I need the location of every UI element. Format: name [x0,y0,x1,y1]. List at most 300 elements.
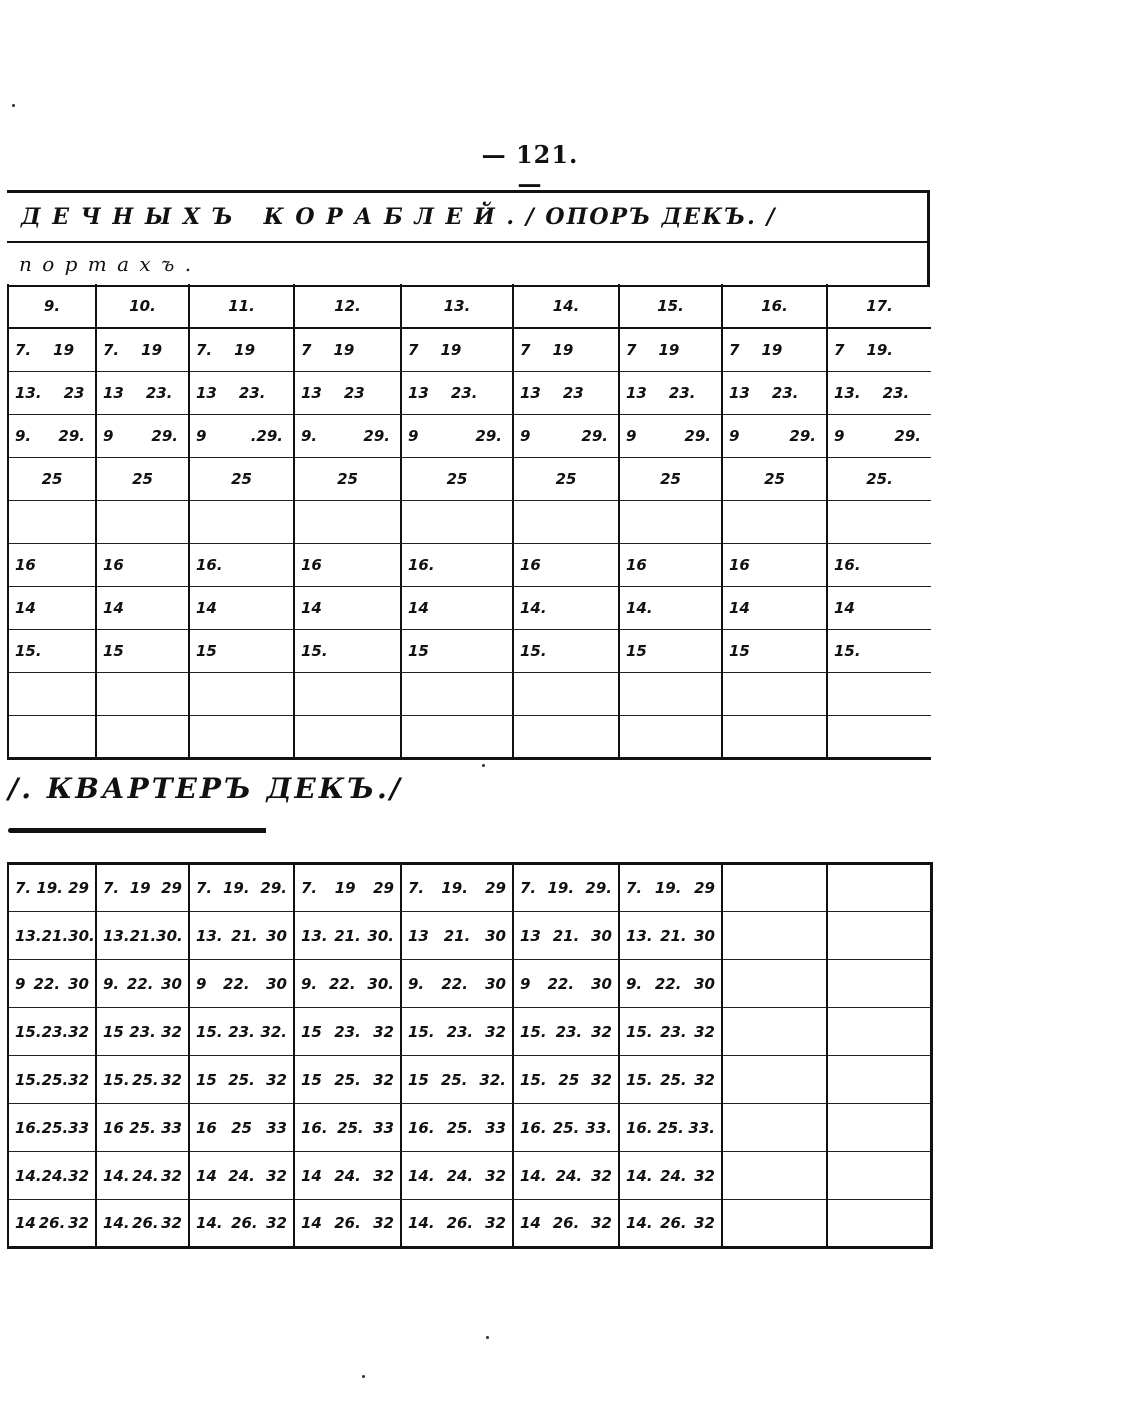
table-cell [96,500,189,543]
cell-value: 9. [301,974,318,993]
cell-values [196,927,287,945]
table-cell: 16 [96,543,189,586]
cell-value: 9 [103,426,114,445]
table-row [8,1200,931,1248]
table-cell: 15 [722,629,827,672]
cell-value: 14. [626,1214,653,1232]
cell-values [729,341,820,359]
cell-values [103,1119,182,1137]
column-header: 10. [96,284,189,328]
table-row [8,457,931,500]
cell-value: 13 [301,383,322,402]
cell-value: 21. [552,926,580,945]
cell-values [626,975,715,993]
cell-values [15,975,89,993]
cell-value: 32 [161,1166,182,1185]
cell-value: 19 [552,340,574,359]
cell-value: 19 [658,340,680,359]
cell-value: 25. [660,1070,687,1089]
table-row [8,414,931,457]
cell-values [408,427,506,445]
table-cell: 14 [294,586,401,629]
cell-value: 26. [231,1214,258,1232]
table-row [8,960,931,1008]
table-cell: 15 [401,629,513,672]
cell-value: 25 [231,1118,252,1137]
table-cell [96,960,189,1008]
cell-value: 30. [367,974,394,993]
cell-value: 9 [520,426,531,445]
table-cell [722,500,827,543]
column-header: 17. [827,284,931,328]
cell-value: 13 [520,383,541,402]
table-cell [294,328,401,371]
table-cell [722,1008,827,1056]
cell-value: 15. [196,1022,223,1041]
cell-values [626,384,715,402]
cell-value: 32 [373,1166,394,1185]
column-header: 13. [401,284,513,328]
cell-value: 33 [68,1118,90,1137]
table-cell [8,500,96,543]
table-cell [96,912,189,960]
cell-value: 25. [228,1070,255,1089]
table-cell: 14 [401,586,513,629]
cell-values [301,384,394,402]
cell-value: 19. [547,879,575,897]
table1-subtitle-text: п о р т а х ъ . [19,252,194,276]
table-cell [619,672,722,715]
cell-value: 9 [196,974,207,993]
table-cell: 25 [189,457,294,500]
cell-value: 13 [103,383,124,402]
cell-value: 13 [408,926,429,945]
table-cell: 16 [722,543,827,586]
cell-values [196,879,287,897]
cell-value: 22. [328,974,356,993]
cell-value: 32 [373,1214,394,1232]
table-cell: 16. [401,543,513,586]
table-cell [294,414,401,457]
table-cell [619,328,722,371]
table-cell: 15. [8,629,96,672]
column-header: 12. [294,284,401,328]
cell-value: 29 [373,879,394,897]
cell-value: 21. [41,926,69,945]
table-cell [294,864,401,912]
cell-value: 25. [334,1070,361,1089]
table-cell [189,864,294,912]
cell-value: 14. [408,1214,435,1232]
table-cell [294,1152,401,1200]
cell-value: 13 [626,383,647,402]
table-cell [8,1152,96,1200]
table-cell: 14 [189,586,294,629]
cell-values [301,879,394,897]
cell-value: 32 [485,1166,506,1185]
column-header-row [8,284,931,328]
cell-value: 25. [657,1118,684,1137]
cell-value: 30 [266,926,287,945]
table-cell [619,414,722,457]
table-cell [827,1152,931,1200]
table-cell: 16 [619,543,722,586]
cell-values [520,879,612,897]
cell-value: 14. [15,1166,42,1185]
cell-value: 32 [694,1166,715,1185]
table-cell [189,912,294,960]
table-cell: 15. [294,629,401,672]
table-cell [189,715,294,758]
cell-values [196,427,287,445]
cell-value: 32 [68,1166,90,1185]
cell-value: 13. [301,926,328,945]
table-cell [96,1152,189,1200]
table-cell [96,864,189,912]
table-cell [189,371,294,414]
cell-value: 16. [408,1118,435,1137]
cell-value: 23. [446,1022,474,1041]
cell-value: 32 [591,1070,612,1089]
table-row [8,1152,931,1200]
table-cell: 14 [96,586,189,629]
table-cell [96,1008,189,1056]
cell-value: 32 [485,1022,506,1041]
cell-value: 32 [373,1070,394,1089]
cell-value: 16 [103,1118,124,1137]
cell-value: 25. [129,1118,156,1137]
cell-value: 33 [373,1118,394,1137]
cell-value: 7 [729,340,740,359]
cell-value: 29. [151,426,178,445]
cell-value: 14 [301,1166,322,1185]
cell-value: 24. [132,1166,159,1185]
cell-value: 9 [196,426,207,445]
table-cell [96,371,189,414]
table-cell: 15. [513,629,619,672]
cell-value: 32 [68,1214,89,1232]
cell-value: 22. [547,974,575,993]
table-cell [722,715,827,758]
cell-values [729,384,820,402]
cell-value: 33 [161,1118,182,1137]
table-cell [401,1008,513,1056]
cell-value: .29. [250,426,283,445]
table-cell [513,1200,619,1248]
table-cell [619,1008,722,1056]
table-cell [401,672,513,715]
cell-values [103,1071,182,1089]
cell-values [103,427,182,445]
table-cell: 16 [294,543,401,586]
table-cell [8,371,96,414]
cell-value: 24. [228,1166,255,1185]
cell-value: 33. [688,1118,715,1137]
cell-value: 15. [626,1022,653,1041]
cell-value: 23. [450,383,478,402]
cell-value: 30. [68,926,95,945]
cell-value: 14. [520,1166,547,1185]
cell-value: 13 [520,926,541,945]
cell-value: 13 [729,383,750,402]
table-cell [827,500,931,543]
cell-value: 32 [266,1166,287,1185]
cell-value: 29. [260,879,287,897]
cell-value: 19 [129,879,151,897]
cell-values [626,1023,715,1041]
table-cell [827,672,931,715]
cell-values [520,927,612,945]
table-cell [401,371,513,414]
cell-value: 9. [301,426,318,445]
table-cell [189,328,294,371]
cell-value: 23. [660,1022,687,1041]
cell-values [15,1071,89,1089]
table-cell [96,328,189,371]
table-cell: 15. [827,629,931,672]
cell-value: 16. [15,1118,42,1137]
cell-value: 29 [694,879,715,897]
cell-value: 7 [408,340,419,359]
cell-values [301,341,394,359]
table-cell: 16. [189,543,294,586]
cell-value: 15. [408,1022,435,1041]
table-cell [827,1056,931,1104]
cell-value: 14. [626,1166,653,1185]
page-number: — 121. — [481,140,579,198]
cell-values [301,927,394,945]
table-row [8,629,931,672]
cell-value: 24. [41,1166,69,1185]
cell-value: 9. [15,426,32,445]
cell-values [626,1167,715,1185]
table-cell [827,960,931,1008]
table-cell [294,1104,401,1152]
cell-value: 21. [660,926,687,945]
table-cell [294,500,401,543]
cell-value: 29. [789,426,816,445]
table-cell [401,912,513,960]
cell-values [15,926,95,945]
cell-value: 7. [103,340,120,359]
cell-values [408,975,506,993]
column-header: 16. [722,284,827,328]
cell-value: 23. [771,383,799,402]
cell-value: 19. [654,879,682,897]
table-cell: 14 [827,586,931,629]
table-cell [401,414,513,457]
cell-value: 32 [266,1214,287,1232]
cell-values [520,1119,612,1137]
cell-value: 32 [591,1166,612,1185]
cell-value: 23. [555,1022,583,1041]
table-cell [722,414,827,457]
cell-value: 7 [626,340,637,359]
cell-values [103,384,182,402]
cell-values [626,1119,715,1137]
table-cell [189,414,294,457]
cell-value: 19. [222,879,250,897]
cell-value: 15 [301,1022,322,1041]
quarterdeck-table [7,862,933,1249]
cell-value: 30 [694,926,715,945]
table-cell: 25 [96,457,189,500]
cell-value: 29. [585,879,612,897]
cell-value: 26. [660,1214,687,1232]
cell-values [15,879,89,897]
cell-values [408,384,506,402]
table-cell: 16 [513,543,619,586]
table-cell [401,1152,513,1200]
cell-value: 13 [408,383,429,402]
table-cell [8,1200,96,1248]
cell-value: 23. [41,1022,69,1041]
cell-values [301,975,394,993]
table1-header [7,190,930,287]
cell-value: 21. [443,926,471,945]
cell-value: 29. [363,426,390,445]
cell-value: 14 [520,1214,541,1232]
cell-value: 7. [196,879,213,897]
table-cell [827,328,931,371]
cell-value: 22. [441,974,468,993]
table-cell [189,500,294,543]
table-cell: 14. [513,586,619,629]
table-cell [8,328,96,371]
cell-value: 19 [333,340,355,359]
cell-value: 9 [520,974,531,993]
cell-values [520,1214,612,1232]
cell-value: 33 [266,1118,287,1137]
cell-value: 15 [408,1070,429,1089]
table-cell: 15 [619,629,722,672]
cell-value: 19 [141,340,163,359]
cell-values [626,879,715,897]
table-cell [294,1200,401,1248]
cell-values [408,927,506,945]
cell-value: 23. [129,1022,156,1041]
cell-value: 22. [654,974,682,993]
cell-values [408,1119,506,1137]
cell-values [626,1071,715,1089]
cell-value: 9 [408,426,419,445]
cell-value: 13. [103,926,130,945]
table-cell [513,414,619,457]
cell-value: 24. [660,1166,687,1185]
cell-values [729,427,820,445]
table-cell [189,1152,294,1200]
cell-value: 7. [196,340,213,359]
table-row [8,543,931,586]
table-cell [619,864,722,912]
cell-value: 9 [834,426,845,445]
cell-value: 9 [626,426,637,445]
table-cell [8,715,96,758]
heading-underline [8,828,266,833]
table-cell [189,672,294,715]
cell-values [196,1214,287,1232]
cell-value: 32 [591,1214,612,1232]
column-header: 14. [513,284,619,328]
table-cell [96,715,189,758]
cell-value: 32. [260,1022,287,1041]
table-cell [401,500,513,543]
cell-values [103,927,182,945]
cell-value: 22. [126,974,154,993]
opor-dek-table [7,284,931,760]
table-cell: 25. [827,457,931,500]
cell-values [103,879,182,897]
table-cell [619,912,722,960]
cell-value: 23. [334,1022,361,1041]
table-row [8,1008,931,1056]
cell-values [196,341,287,359]
table-cell [722,864,827,912]
cell-value: 15. [626,1070,653,1089]
cell-value: 16. [626,1118,653,1137]
cell-value: 23 [343,383,365,402]
cell-value: 32 [161,1070,182,1089]
cell-value: 13. [834,383,861,402]
cell-value: 30 [266,974,287,993]
cell-value: 30 [591,974,612,993]
cell-value: 32 [694,1022,715,1041]
cell-value: 32 [161,1214,182,1232]
cell-value: 32 [591,1022,612,1041]
cell-values [301,1119,394,1137]
cell-value: 15 [301,1070,322,1089]
cell-value: 15. [520,1022,547,1041]
cell-value: 32. [479,1070,506,1089]
cell-value: 16 [196,1118,217,1137]
table-cell [513,715,619,758]
cell-value: 23 [63,383,85,402]
table-cell: 15 [96,629,189,672]
cell-values [520,427,612,445]
cell-value: 25. [440,1070,468,1089]
table-cell [722,672,827,715]
table-cell [619,1200,722,1248]
cell-value: 30 [591,926,612,945]
table-cell [8,1056,96,1104]
cell-value: 25. [41,1070,69,1089]
cell-value: 32 [68,1070,90,1089]
cell-values [15,1214,89,1232]
cell-value: 7. [15,879,32,897]
table-cell [722,328,827,371]
cell-value: 21. [231,926,258,945]
cell-values [834,384,925,402]
cell-value: 32 [161,1022,182,1041]
table-row [8,586,931,629]
table-cell [722,1152,827,1200]
cell-values [196,1071,287,1089]
paper-speck [12,104,15,107]
table-cell [294,1008,401,1056]
cell-values [103,1214,182,1232]
cell-value: 15. [103,1070,130,1089]
table-cell [189,1056,294,1104]
cell-values [15,384,89,402]
cell-value: 19 [234,340,256,359]
cell-values [301,427,394,445]
table-cell [827,1008,931,1056]
table-cell: 25 [619,457,722,500]
empty-row [8,672,931,715]
cell-value: 26. [334,1214,361,1232]
table-cell [8,1008,96,1056]
table-cell [619,371,722,414]
